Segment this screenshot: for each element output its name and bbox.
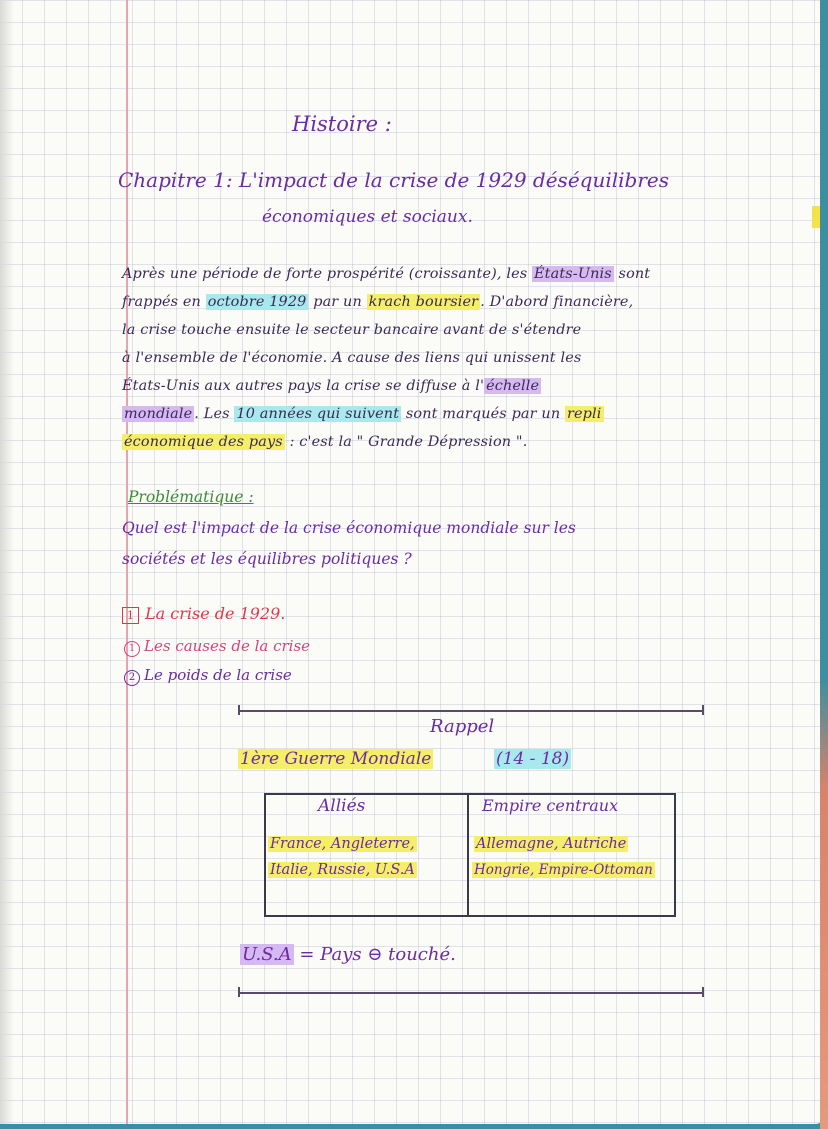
outline-part-1 [122, 604, 285, 624]
paragraph-line-4: à l'ensemble de l'économie. A cause des liens qui unissent les [122, 350, 582, 366]
highlight-empire-2: Hongrie, Empire-Ottoman [474, 862, 653, 878]
table-cell-empire-2 [472, 862, 655, 878]
paragraph-line-1 [122, 266, 650, 282]
problematique-line-1: Quel est l'impact de la crise économique mondiale sur les [122, 519, 576, 537]
text: sont [613, 266, 651, 282]
highlight-usa: U.S.A [242, 944, 292, 965]
highlight-mondiale: mondiale [124, 406, 193, 422]
page-title: Histoire : [292, 112, 392, 136]
highlight-repli: repli [566, 406, 602, 422]
table-cell-allies-1 [268, 836, 417, 852]
chapter-title-line1: Chapitre 1: L'impact de la crise de 1929 déséquilibres [118, 168, 669, 192]
highlight-10-annees: 10 années qui suivent [236, 406, 400, 422]
sub-label: Le poids de la crise [144, 666, 292, 684]
text: : c'est la " Grande Dépression ". [284, 434, 528, 450]
paragraph-line-2 [122, 294, 633, 310]
highlight-dates: (14 - 18) [496, 749, 570, 769]
rule-tick [702, 705, 704, 715]
text: . Les [194, 406, 235, 422]
paragraph-line-6 [122, 406, 604, 422]
table-cell-allies-2 [268, 862, 417, 878]
highlight-echelle: échelle [486, 378, 540, 394]
problematique-title: Problématique : [128, 488, 254, 506]
war-label [238, 749, 433, 769]
paragraph-line-3: la crise touche ensuite le secteur bancaire avant de s'étendre [122, 322, 582, 338]
table-header-allies: Alliés [318, 796, 366, 816]
sub-number-circle: 1 [124, 641, 140, 657]
rule-tick [238, 705, 240, 715]
part-label: La crise de 1929. [145, 604, 286, 623]
table-header-empire: Empire centraux [482, 796, 619, 815]
page-binding-shadow [0, 0, 14, 1124]
text: États-Unis aux autres pays la crise se diffuse à l' [122, 378, 485, 394]
text: frappés en [122, 294, 206, 310]
paragraph-line-5 [122, 378, 541, 394]
usa-note-text: = Pays ⊖ touché. [293, 944, 456, 965]
war-dates [494, 749, 571, 769]
highlight-guerre-mondiale: 1ère Guerre Mondiale [240, 749, 432, 769]
outline-sub-2 [124, 666, 292, 686]
highlight-empire-1: Allemagne, Autriche [476, 836, 627, 852]
highlight-krach-boursier: krach boursier [368, 294, 479, 310]
rule-tick [238, 987, 240, 997]
text: . D'abord financière, [480, 294, 634, 310]
highlight-allies-1: France, Angleterre, [270, 836, 415, 852]
sub-label: Les causes de la crise [144, 637, 311, 655]
usa-note [240, 944, 456, 965]
alliances-table-divider [467, 793, 469, 915]
chapter-title-line2: économiques et sociaux. [262, 207, 473, 227]
text: Après une période de forte prospérité (croissante), les [122, 266, 533, 282]
highlight-economique-des-pays: économique des pays [124, 434, 283, 450]
text: sont marqués par un [401, 406, 565, 422]
sub-number-circle: 2 [124, 670, 140, 686]
paragraph-line-7 [122, 434, 527, 450]
part-number-box: 1 [122, 607, 139, 624]
rappel-bottom-rule [238, 992, 704, 994]
outline-sub-1 [124, 637, 310, 657]
rappel-title: Rappel [430, 716, 495, 737]
text: par un [308, 294, 367, 310]
problematique-line-2: sociétés et les équilibres politiques ? [122, 550, 412, 568]
highlight-etats-unis: États-Unis [534, 266, 612, 282]
highlight-allies-2: Italie, Russie, U.S.A [270, 862, 415, 878]
table-cell-empire-1 [474, 836, 628, 852]
rule-tick [702, 987, 704, 997]
highlight-octobre-1929: octobre 1929 [207, 294, 307, 310]
rappel-top-rule [238, 710, 704, 712]
notebook-cover-edge [820, 0, 828, 1129]
